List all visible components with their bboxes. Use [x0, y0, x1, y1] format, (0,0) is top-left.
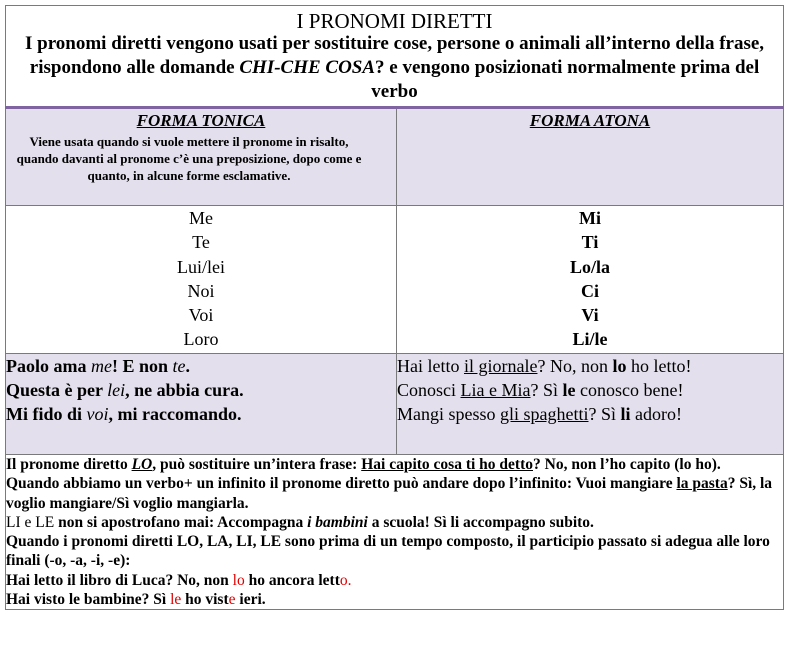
tonica-header-cell [6, 108, 397, 206]
intro-text: I pronomi diretti vengono usati per sostituire cose, persone o animali all’interno della frase, rispondono alle domande CHI-CHE COSA? e vengono posizionati normalmente prima del verbo [24, 33, 765, 102]
list-item: Vi [581, 305, 599, 326]
tonica-examples [6, 354, 397, 455]
atona-pronouns [397, 206, 784, 354]
notes-cell [6, 455, 784, 610]
note-example-1: Hai letto il libro di Luca? No, non lo ho ancora letto. [6, 571, 352, 589]
example-sentence: Mangi spesso gli spaghetti? Sì li adoro! [397, 404, 683, 424]
tonica-pronouns [6, 206, 397, 354]
list-item: Ci [581, 280, 599, 301]
note-infinitive: Quando abbiamo un verbo+ un infinito il pronome diretto può andare dopo l’infinito: Vuoi mangiare la pasta? Sì, la voglio mangiare/Sì voglio mangiarla. [6, 475, 773, 512]
list-item: Loro [183, 329, 219, 350]
note-participle: Quando i pronomi diretti LO, LA, LI, LE sono prima di un tempo composto, il participio passato si adegua alle loro finali (-o, -a, -i, -e): [6, 533, 770, 570]
atona-title: FORMA ATONA [529, 111, 651, 130]
note-apostrophe: LI e LE non si apostrofano mai: Accompagna i bambini a scuola! Sì li accompagno subito. [6, 513, 594, 531]
list-item: Lo/la [570, 256, 611, 277]
header-cell [6, 6, 784, 108]
list-item: Mi [579, 208, 601, 228]
atona-header-cell [397, 108, 784, 206]
tonica-title: FORMA TONICA [136, 111, 266, 130]
list-item: Ti [581, 232, 599, 253]
example-sentence: Questa è per lei, ne abbia cura. [6, 380, 244, 400]
note-example-2: Hai visto le bambine? Sì le ho viste ieri. [6, 591, 266, 609]
page-title: I PRONOMI DIRETTI [296, 9, 493, 33]
example-sentence: Hai letto il giornale? No, non lo ho letto! [397, 356, 692, 376]
list-item: Lui/lei [177, 256, 225, 277]
list-item: Te [192, 232, 210, 253]
note-lo: Il pronome diretto LO, può sostituire un’intera frase: Hai capito cosa ti ho detto? No, non l’ho capito (lo ho). [6, 456, 721, 473]
atona-examples [397, 354, 784, 455]
example-sentence: Mi fido di voi, mi raccomando. [6, 404, 242, 424]
tonica-description: Viene usata quando si vuole mettere il pronome in risalto, quando davanti al pronome c’è una preposizione, dopo come e quanto, in alcune forme esclamative. [16, 134, 362, 183]
example-sentence: Paolo ama me! E non te. [6, 356, 191, 376]
list-item: Me [189, 208, 213, 228]
list-item: Voi [188, 305, 214, 326]
page [5, 5, 783, 610]
example-sentence: Conosci Lia e Mia? Sì le conosco bene! [397, 380, 684, 400]
list-item: Noi [187, 280, 215, 301]
list-item: Li/le [572, 329, 608, 350]
pronouns-table [5, 5, 784, 610]
